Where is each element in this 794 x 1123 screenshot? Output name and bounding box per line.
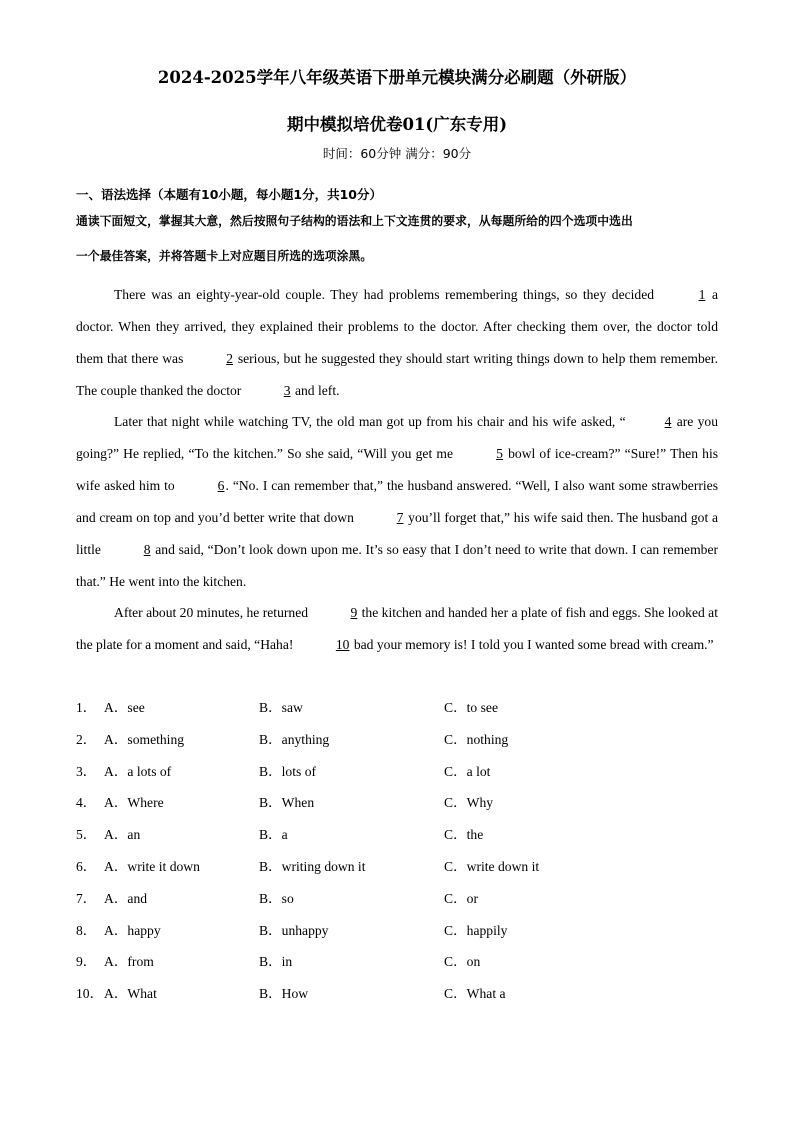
option-b: B．saw (259, 700, 303, 715)
blank-1: 1 (698, 287, 706, 302)
question-number: 1． (76, 700, 97, 715)
option-b: B．writing down it (259, 858, 366, 874)
option-row-7 (76, 879, 720, 911)
option-b: B．a (259, 827, 288, 843)
passage-text: bad your memory is! I told you I wanted some bread with cream.” (353, 637, 714, 653)
option-b: B．anything (259, 731, 330, 747)
passage-text: a doctor. When they arrived, they explained their problems to the doctor. After checking them over, the doctor told them that there was (76, 287, 718, 366)
question-number: 7． (76, 890, 97, 906)
blank-8: 8 (143, 541, 151, 557)
option-c: C．write down it (444, 858, 540, 874)
blank-9: 9 (350, 605, 358, 621)
passage-text: you’ll forget that,” his wife said then. The husband got a little (76, 509, 718, 557)
option-b: B．When (259, 795, 315, 811)
blank-2: 2 (226, 350, 233, 366)
option-b: B．in (259, 954, 293, 970)
passage-text: bowl of ice-cream?” “Sure!” Then his wife asked him to (76, 446, 719, 494)
blank-7: 7 (396, 509, 404, 525)
option-c: C．happily (444, 922, 508, 938)
passage-text: There was an eighty-year-old couple. They had problems remembering things, so they decided (114, 287, 655, 302)
option-a: A．see (104, 700, 145, 715)
blank-10: 10 (335, 637, 350, 653)
option-b: B．lots of (259, 763, 317, 779)
question-number: 10． (76, 986, 104, 1002)
option-a: A．happy (104, 922, 161, 938)
answer-options (76, 688, 720, 1006)
passage-text: and left. (294, 382, 340, 398)
question-number: 3． (76, 763, 97, 779)
reading-passage (76, 279, 718, 661)
option-a: A．an (104, 827, 141, 843)
passage-paragraph-1 (76, 279, 718, 406)
blank-3: 3 (283, 382, 291, 398)
option-c: C．a lot (444, 763, 491, 779)
document-title: 2024-2025学年八年级英语下册单元模块满分必刷题（外研版） (157, 68, 637, 87)
passage-text: serious, but he suggested they should start writing things down to help them remember. The couple thanked the doctor (76, 350, 718, 398)
question-number: 8． (76, 922, 97, 938)
blank-5: 5 (496, 446, 503, 462)
section-heading: 一、语法选择（本题有10小题，每小题1分，共10分） (76, 187, 382, 202)
passage-text: the kitchen and handed her a plate of fish and eggs. She looked at the plate for a moment and said, “Haha! (76, 605, 718, 653)
passage-text: . “No. I can remember that,” the husband answered. “Well, I also want some strawberries and cream on top and you’d better write that down (76, 478, 718, 525)
option-a: A．and (104, 890, 148, 906)
option-a: A．Where (104, 795, 164, 811)
option-b: B．How (259, 986, 309, 1002)
option-c: C．on (444, 954, 481, 970)
option-a: A．something (104, 731, 185, 747)
option-row-4 (76, 783, 720, 815)
option-b: B．so (259, 890, 294, 906)
question-number: 4． (76, 795, 97, 811)
option-row-9 (76, 942, 720, 974)
document-subtitle: 期中模拟培优卷01(广东专用) (286, 115, 508, 134)
instruction-line-2: 一个最佳答案，并将答题卡上对应题目所选的选项涂黑。 (76, 249, 373, 263)
option-a: A．What (104, 986, 157, 1002)
option-c: C．the (444, 827, 484, 843)
option-row-8 (76, 911, 720, 943)
passage-text: After about 20 minutes, he returned (114, 605, 309, 621)
option-row-2 (76, 720, 720, 752)
passage-text: and said, “Don’t look down upon me. It’s so easy that I don’t need to write that down. I can remember that.” He went into the kitchen. (76, 541, 719, 589)
passage-text: Later that night while watching TV, the old man got up from his chair and his wife asked, “ (114, 414, 626, 430)
option-row-10 (76, 974, 720, 1006)
option-c: C．Why (444, 795, 494, 811)
option-a: A．a lots of (104, 763, 172, 779)
question-number: 9． (76, 954, 97, 970)
option-c: C．to see (444, 700, 498, 715)
option-c: C．or (444, 890, 478, 906)
option-a: A．from (104, 954, 154, 970)
question-number: 2． (76, 731, 97, 747)
option-c: C．nothing (444, 731, 509, 747)
instruction-line-1: 通读下面短文，掌握其大意，然后按照句子结构的语法和上下文连贯的要求，从每题所给的四个选项中选出 (76, 214, 633, 228)
blank-6: 6 (217, 478, 225, 494)
passage-paragraph-3 (76, 597, 718, 661)
option-row-6 (76, 847, 720, 879)
option-row-3 (76, 752, 720, 784)
option-row-5 (76, 815, 720, 847)
option-c: C．What a (444, 986, 506, 1002)
option-b: B．unhappy (259, 922, 329, 938)
blank-4: 4 (664, 414, 672, 430)
passage-text: are you going?” He replied, “To the kitchen.” So she said, “Will you get me (76, 414, 718, 462)
option-row-1 (76, 688, 720, 720)
passage-paragraph-2 (76, 406, 718, 597)
time-score-info: 时间：60分钟 满分：90分 (322, 146, 472, 161)
option-a: A．write it down (104, 858, 200, 874)
question-number: 5． (76, 827, 97, 843)
question-number: 6． (76, 858, 97, 874)
